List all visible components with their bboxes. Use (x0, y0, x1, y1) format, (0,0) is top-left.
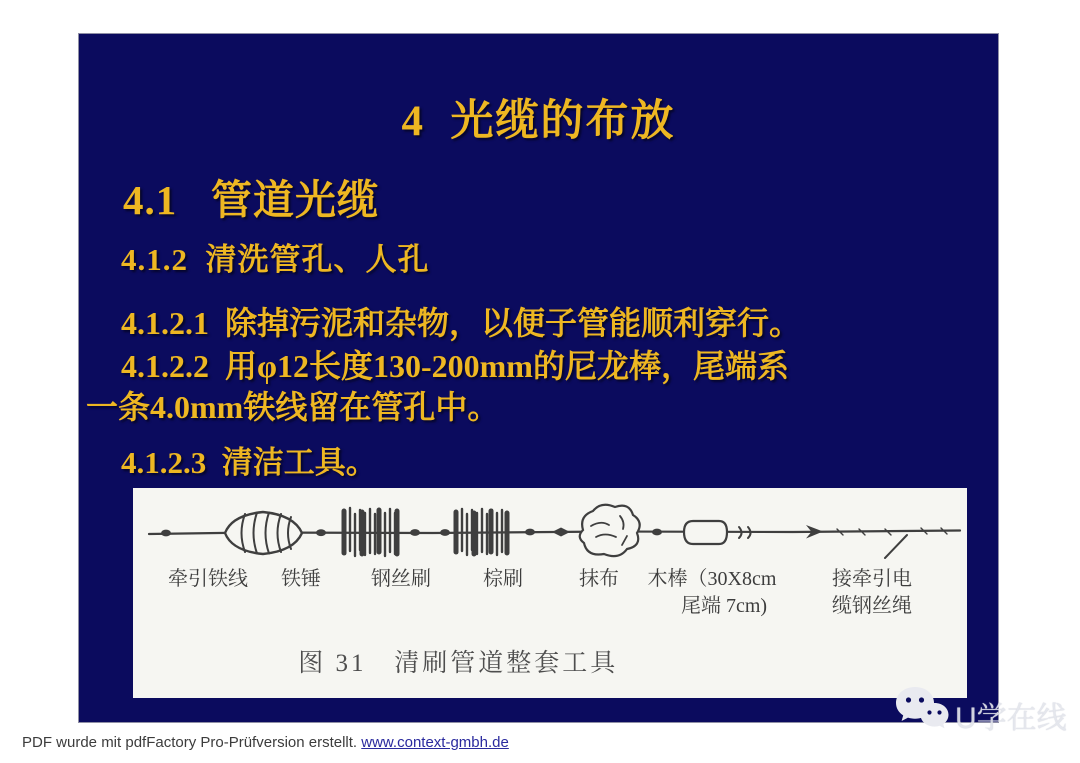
pdf-footer (22, 734, 509, 751)
figure-caption: 图 31 清刷管道整套工具 (298, 650, 619, 677)
label-palm-brush: 棕刷 (483, 568, 523, 590)
watermark-text: U学在线 (955, 702, 1067, 735)
label-cloth: 抹布 (579, 568, 619, 590)
label-pull-cable-line2: 缆钢丝绳 (832, 595, 912, 617)
footer-text: PDF wurde mit pdfFactory Pro-Prüfversion erstellt. (22, 734, 362, 751)
wooden-stick-drawing (684, 521, 727, 544)
slide-title: 4 光缆的布放 (401, 98, 676, 145)
cloth-drawing (580, 505, 640, 556)
label-wire-brush: 钢丝刷 (371, 568, 431, 590)
wechat-icon (893, 683, 953, 741)
paragraph-4-1-2-1: 4.1.2.1 除掉污泥和杂物，以便子管能顺利穿行。 (121, 305, 802, 341)
label-iron-hammer: 铁锤 (281, 568, 321, 590)
label-traction-wire: 牵引铁线 (168, 568, 248, 590)
watermark (893, 683, 1080, 743)
label-wood-stick-line2: 尾端 7cm) (680, 595, 768, 617)
paragraph-4-1-2-2-line1: 4.1.2.2 用φ12长度130-200mm的尼龙棒，尾端系 (121, 348, 789, 384)
paragraph-4-1-2-3: 4.1.2.3 清洁工具。 (121, 445, 377, 480)
label-wood-stick-line1: 木棒（30X8cm (647, 568, 777, 590)
iron-hammer-drawing (225, 512, 302, 554)
heading-4-1: 4.1 管道光缆 (123, 177, 379, 223)
label-pull-cable-line1: 接牵引电 (832, 568, 912, 590)
heading-4-1-2: 4.1.2 清洗管孔、人孔 (121, 242, 430, 277)
figure-31-image (133, 488, 967, 698)
slide (78, 33, 999, 723)
label-pointer-line (885, 535, 907, 558)
footer-link[interactable]: www.context-gmbh.de (361, 734, 509, 751)
paragraph-4-1-2-2-line2: 一条4.0mm铁线留在管孔中。 (86, 389, 500, 425)
